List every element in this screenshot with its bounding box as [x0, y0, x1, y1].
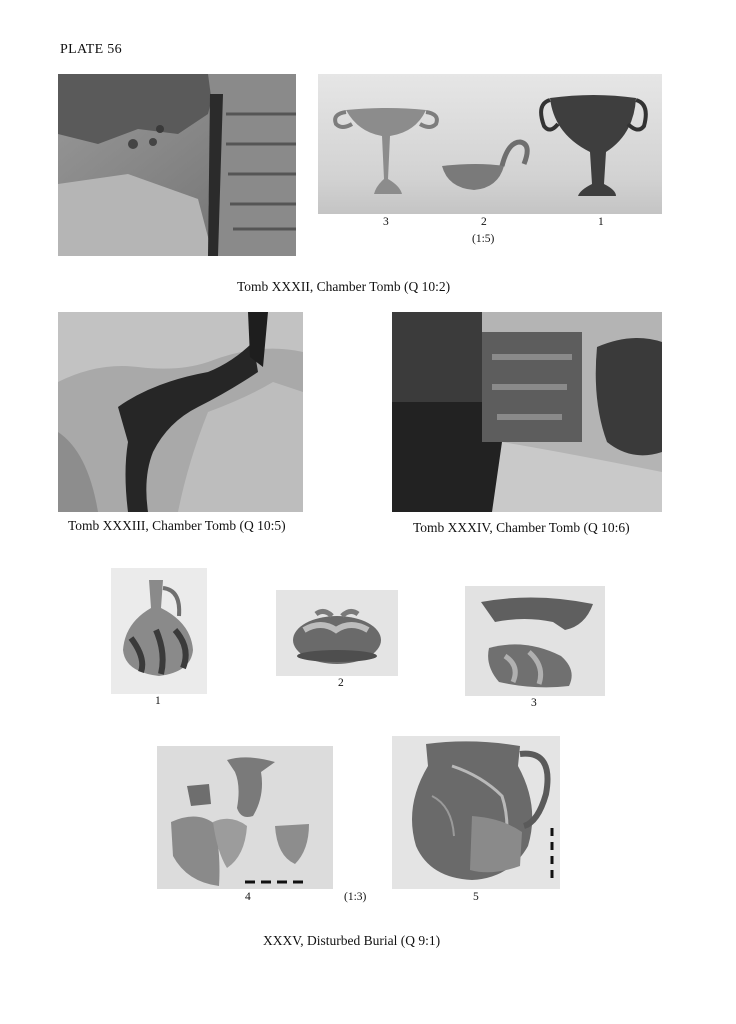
object-1-jug-photo — [111, 568, 207, 694]
tomb34-caption: Tomb XXXIV, Chamber Tomb (Q 10:6) — [413, 520, 630, 535]
tomb32-scale: (1:5) — [472, 233, 495, 245]
object-label-5: 5 — [473, 891, 479, 903]
object-5-jug-photo — [392, 736, 560, 889]
object-label-3: 3 — [531, 697, 537, 709]
object-label-1: 1 — [155, 695, 161, 707]
vessel-label-1: 1 — [598, 216, 604, 228]
tomb32-vessels-photo — [318, 74, 662, 214]
object-4-fragments-photo — [157, 746, 333, 889]
object-label-2: 2 — [338, 677, 344, 689]
object-3-fragments-photo — [465, 586, 605, 696]
plate-title: PLATE 56 — [60, 42, 122, 57]
object-2-pyxis-photo — [276, 590, 398, 676]
vessel-label-2: 2 — [481, 216, 487, 228]
object-label-4: 4 — [245, 891, 251, 903]
tomb32-chamber-photo — [58, 74, 296, 256]
tomb35-scale: (1:3) — [344, 891, 367, 903]
tomb33-caption: Tomb XXXIII, Chamber Tomb (Q 10:5) — [68, 518, 286, 533]
tomb33-photo — [58, 312, 303, 512]
tomb35-caption: XXXV, Disturbed Burial (Q 9:1) — [263, 933, 441, 948]
tomb34-photo — [392, 312, 662, 512]
tomb32-caption: Tomb XXXII, Chamber Tomb (Q 10:2) — [237, 279, 451, 294]
vessel-label-3: 3 — [383, 216, 389, 228]
